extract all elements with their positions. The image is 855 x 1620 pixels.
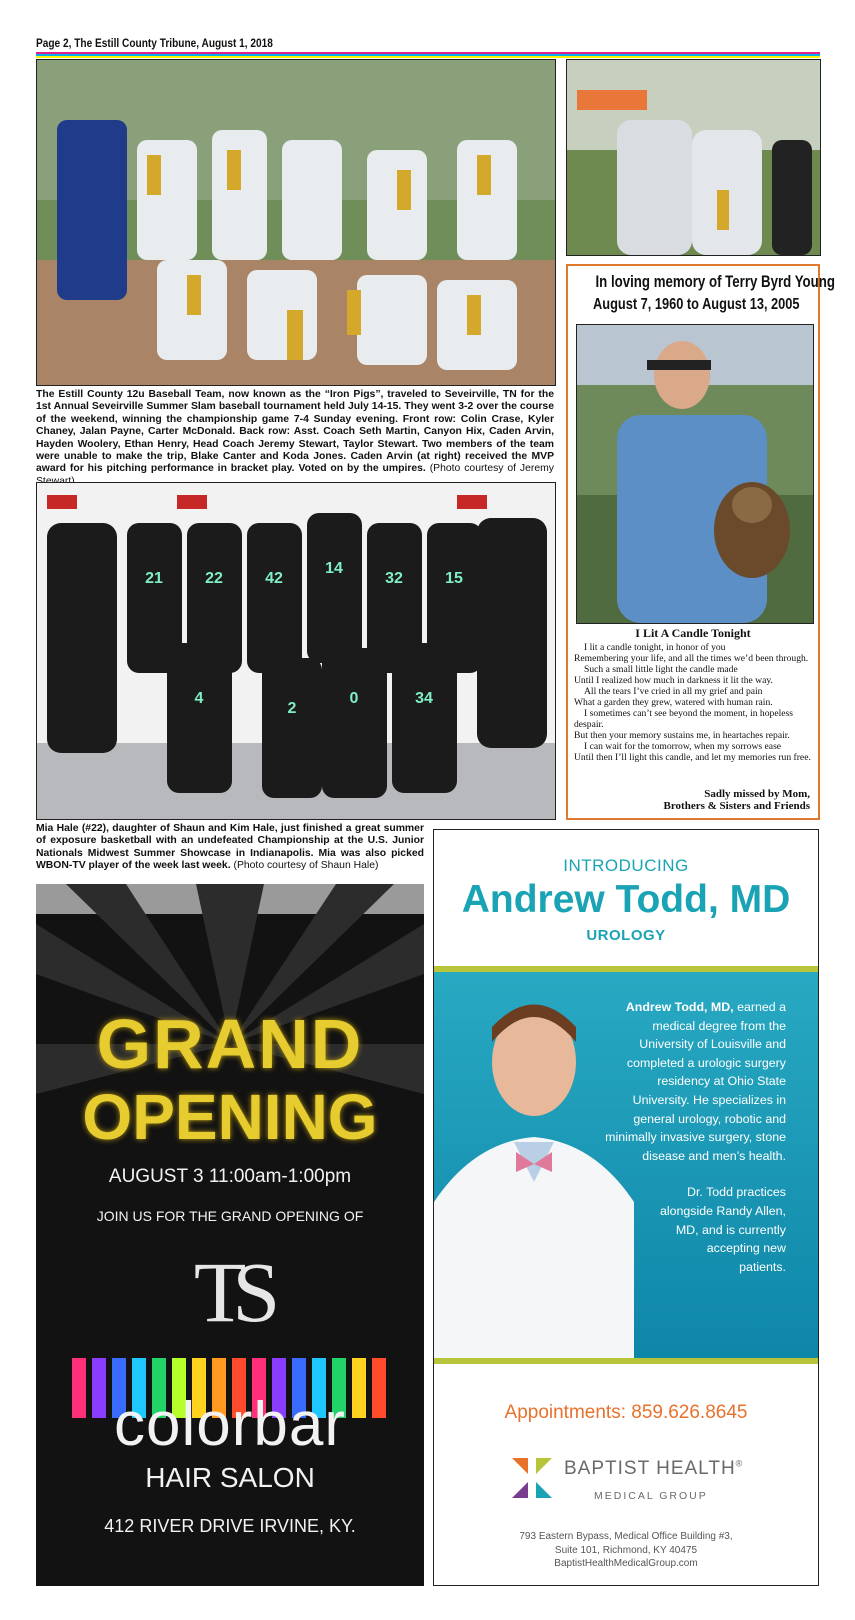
poem-line: All the tears I’ve cried in all my grief and pain [584, 686, 763, 697]
basketball-team-photo [36, 482, 556, 820]
memorial-notice [566, 264, 835, 820]
lime-band-bottom [434, 1358, 818, 1364]
doctor-practice: Dr. Todd practices alongside Randy Allen, MD, and is currently accepting new patients. [659, 1185, 786, 1274]
memorial-title: In loving memory of Terry Byrd Young [595, 272, 835, 291]
memorial-signature [664, 788, 810, 812]
poem-line: What a garden they grew, watered with human rain. [574, 697, 773, 708]
svg-text:34: 34 [415, 690, 433, 707]
memorial-photo-image [577, 325, 813, 623]
grand-opening-date: AUGUST 3 11:00am-1:00pm [108, 1166, 352, 1187]
coach-player-photo [566, 59, 821, 256]
basketball-photo-image [37, 483, 555, 819]
salon-address: 412 RIVER DRIVE IRVINE, KY. [104, 1516, 356, 1536]
appointments-phone: Appointments: 859.626.8645 [504, 1402, 748, 1423]
baseball-photo-image [37, 60, 555, 385]
memorial-signature-line-2: Brothers & Sisters and Friends [663, 800, 810, 812]
svg-text:42: 42 [265, 570, 283, 587]
baptist-health-logo-icon [508, 1454, 556, 1502]
doctor-bio-name: Andrew Todd, MD, [625, 1000, 734, 1014]
svg-text:15: 15 [445, 570, 463, 587]
poem-line: But then your memory sustains me, in heartaches repair. [574, 730, 790, 741]
doctor-name: Andrew Todd, MD [461, 878, 791, 921]
coach-photo-image [567, 60, 820, 255]
svg-text:21: 21 [145, 570, 163, 587]
colorbar-brand: colorbar [114, 1390, 346, 1459]
doctor-ad [433, 829, 819, 1586]
poem-body [574, 642, 812, 763]
svg-text:2: 2 [287, 700, 297, 717]
grand-opening-invite: JOIN US FOR THE GRAND OPENING OF [96, 1208, 364, 1224]
org-name: BAPTIST HEALTH [564, 1458, 736, 1479]
grand-opening-ad [36, 884, 424, 1586]
svg-text:0: 0 [349, 690, 359, 707]
poem-title: I Lit A Candle Tonight [635, 626, 751, 640]
org-registered-mark: ® [735, 1458, 744, 1469]
grand-title-line-2: OPENING [82, 1081, 378, 1153]
clinic-address-line-2: Suite 101, Richmond, KY 40475 [554, 1544, 698, 1556]
svg-text:14: 14 [325, 560, 343, 577]
svg-text:32: 32 [385, 570, 403, 587]
baptist-health-name [564, 1458, 743, 1480]
poem-line: Until then I’ll light this candle, and let my memories run free. [574, 752, 811, 763]
baseball-caption-text: The Estill County 12u Baseball Team, now known as the “Iron Pigs”, traveled to Seveirville, TN for the 1st Annual Seveirville Summer Slam baseball tournament held July 14-15. They went 3-2 over the course of the weekend, winning the championship game 7-4 Sunday evening. Front row: Colin Crase, Kyler Chaney, Jalan Payne, Carter McDonald. Back row: Asst. Coach Seth Martin, Canyon Hix, Caden Arvin, Hayden Woolery, Ethan Henry, Head Coach Jeremy Stewart, Taylor Stewart. Two members of the team were unable to make the trip, Blake Canter and Koda Jones. Caden Arvin (at right) received the MVP award for his pitching performance in bracket play. Voted on by the umpires. [36, 389, 554, 475]
baseball-team-photo [36, 59, 556, 386]
clinic-address-line-1: 793 Eastern Bypass, Medical Office Building #3, [519, 1531, 733, 1542]
poem-line: I can wait for the tomorrow, when my sorrows ease [584, 741, 782, 752]
grand-title-line-1: GRAND [96, 1005, 364, 1083]
poem-line: Until I realized how much in darkness it lit the way. [574, 675, 773, 686]
doctor-bio-text: earned a medical degree from the University of Louisville and completed a urologic surgery residency at Ohio State University. He specializes in general urology, robotic and minimally invasive surgery, stone disease and men’s health. [605, 1000, 786, 1163]
memorial-signature-line-1: Sadly missed by Mom, [704, 788, 810, 800]
doctor-specialty: UROLOGY [586, 927, 666, 944]
baseball-photo-credit: (Photo courtesy of Jeremy [429, 463, 554, 475]
basketball-caption [36, 823, 424, 873]
doctor-feature-panel [434, 972, 818, 1358]
poem-line: Such a small little light the candle made [584, 664, 738, 675]
memorial-dates: August 7, 1960 to August 13, 2005 [593, 296, 800, 313]
header-rule-yellow [36, 56, 820, 58]
doctor-intro: INTRODUCING [563, 856, 689, 875]
clinic-address [434, 1530, 818, 1571]
baseball-caption [36, 389, 554, 488]
basketball-caption-text: Mia Hale (#22), daughter of Shaun and Kim Hale, just finished a great summer of exposure basketball with an undefeated Championship at the U.S. Junior Nationals Midwest Summer Showcase in Indianapolis. Mia was also picked WBON-TV player of the week last week. [36, 823, 424, 872]
hair-salon-label: HAIR SALON [145, 1462, 315, 1493]
page-header: Page 2, The Estill County Tribune, August 1, 2018 [36, 38, 273, 50]
poem-line: Remembering your life, and all the times we’d been through. [574, 653, 809, 664]
ts-logo: TS [193, 1244, 267, 1340]
svg-text:4: 4 [194, 690, 204, 707]
clinic-website[interactable]: BaptistHealthMedicalGroup.com [554, 1558, 698, 1569]
poem-line: I sometimes can’t see beyond the moment, in hopeless despair. [574, 708, 793, 730]
svg-text:22: 22 [205, 570, 223, 587]
doctor-bio [598, 998, 786, 1276]
memorial-photo [576, 324, 814, 624]
basketball-photo-credit: (Photo courtesy of Shaun Hale) [233, 860, 379, 872]
medical-group-label: MEDICAL GROUP [594, 1490, 708, 1502]
poem-line: I lit a candle tonight, in honor of you [584, 642, 726, 653]
